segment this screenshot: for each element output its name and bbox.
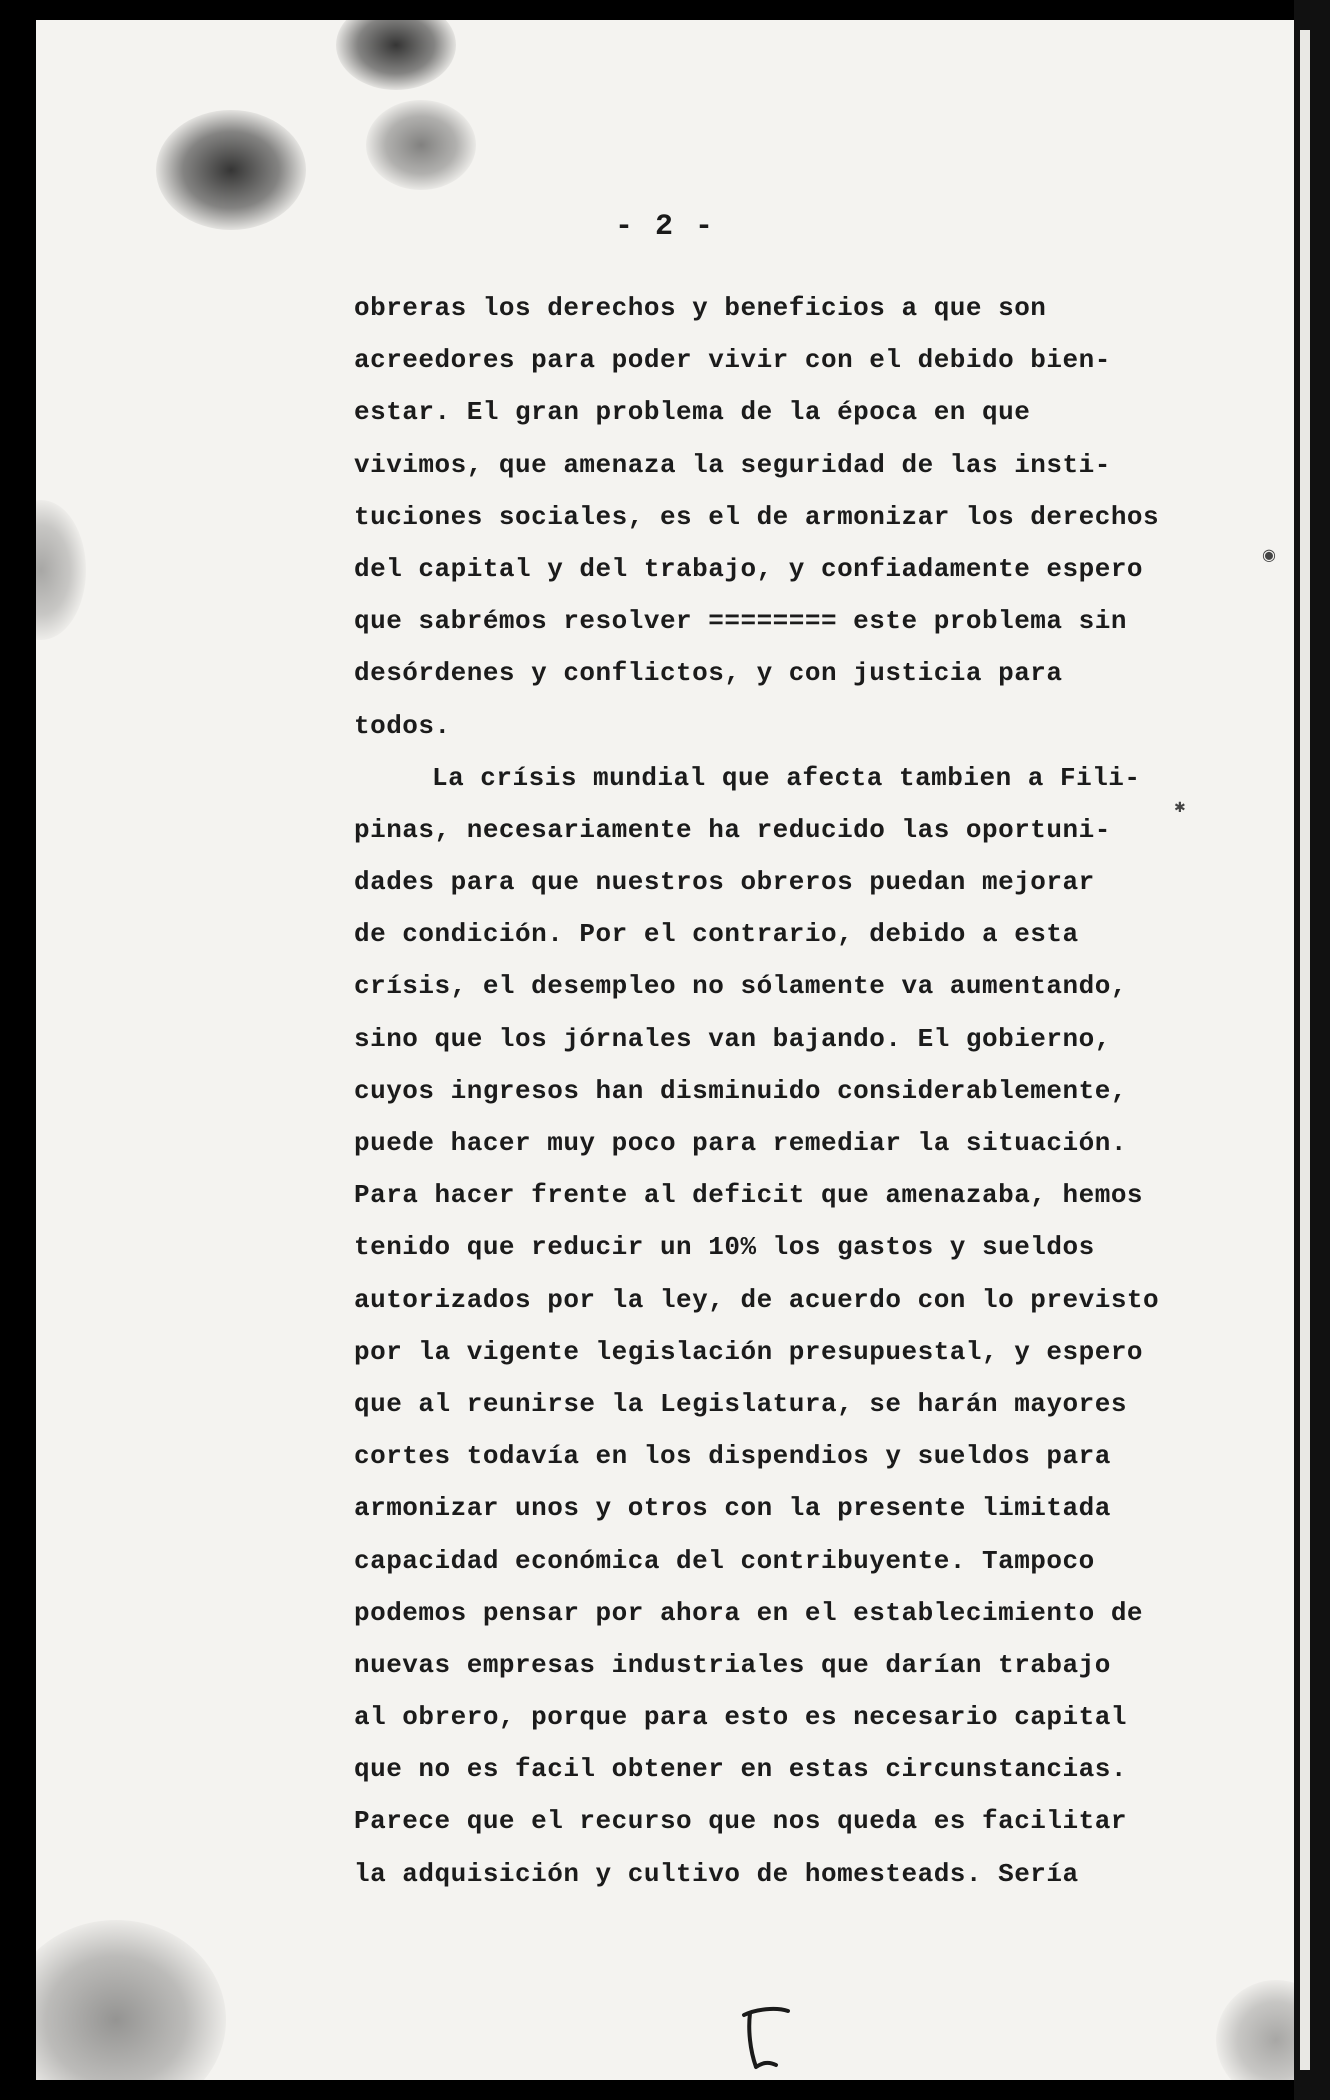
text-line: que al reunirse la Legislatura, se harán mayores xyxy=(354,1388,1127,1419)
text-line: obreras los derechos y beneficios a que son xyxy=(354,293,1047,323)
body-text xyxy=(354,282,1214,1900)
text-line: podemos pensar por ahora en el establecimiento de xyxy=(354,1597,1144,1628)
ink-blot xyxy=(366,100,476,190)
page-edge-strip xyxy=(1300,30,1310,2070)
text-line: de condición. Por el contrario, debido a esta xyxy=(354,919,1079,950)
ink-blot xyxy=(36,500,86,640)
text-line: dades para que nuestros obreros puedan mejorar xyxy=(354,867,1095,898)
text-line: Parece que el recurso que nos queda es facilitar xyxy=(354,1806,1127,1837)
document-page xyxy=(36,20,1294,2080)
page-number: - 2 - xyxy=(614,210,715,244)
text-line: cortes todavía en los dispendios y sueldos para xyxy=(354,1441,1111,1472)
punch-hole-mark: ◉ xyxy=(1262,545,1276,564)
speck-mark: ✱ xyxy=(1174,800,1186,816)
text-line: todos. xyxy=(354,710,451,741)
text-line: que no es facil obtener en estas circunstancias. xyxy=(354,1754,1127,1785)
text-line: capacidad económica del contribuyente. Tampoco xyxy=(354,1545,1095,1576)
text-line: armonizar unos y otros con la presente limitada xyxy=(354,1493,1111,1524)
text-line: al obrero, porque para esto es necesario capital xyxy=(354,1702,1127,1733)
text-line: acreedores para poder vivir con el debido bien- xyxy=(354,345,1111,376)
text-line: Para hacer frente al deficit que amenazaba, hemos xyxy=(354,1180,1144,1211)
ink-blot xyxy=(36,1920,226,2080)
text-line: crísis, el desempleo no sólamente va aumentando, xyxy=(354,971,1127,1002)
text-line: tenido que reducir un 10% los gastos y sueldos xyxy=(354,1232,1095,1263)
text-line: nuevas empresas industriales que darían trabajo xyxy=(354,1649,1111,1680)
text-line: por la vigente legislación presupuestal, y espero xyxy=(354,1336,1144,1367)
text-line: desórdenes y conflictos, y con justicia para xyxy=(354,658,1063,689)
text-line: puede hacer muy poco para remediar la situación. xyxy=(354,1128,1127,1158)
text-line: sino que los jórnales van bajando. El gobierno, xyxy=(354,1023,1111,1054)
text-line: estar. El gran problema de la época en que xyxy=(354,397,1031,428)
text-line: que sabrémos resolver ======== este problema sin xyxy=(354,606,1127,637)
text-line: la adquisición y cultivo de homesteads. Sería xyxy=(354,1858,1079,1889)
handwritten-mark xyxy=(736,2005,796,2075)
text-line: pinas, necesariamente ha reducido las oportuni- xyxy=(354,814,1111,845)
text-line: La crísis mundial que afecta tambien a Fili- xyxy=(432,762,1141,793)
text-line: del capital y del trabajo, y confiadamente espero xyxy=(354,553,1144,584)
text-line: vivimos, que amenaza la seguridad de las insti- xyxy=(354,449,1111,480)
text-line: autorizados por la ley, de acuerdo con lo previsto xyxy=(354,1284,1160,1315)
text-line: tuciones sociales, es el de armonizar los derechos xyxy=(354,501,1160,532)
text-line: cuyos ingresos han disminuido considerablemente, xyxy=(354,1075,1127,1106)
ink-blot xyxy=(336,20,456,90)
ink-blot xyxy=(1216,1980,1294,2080)
